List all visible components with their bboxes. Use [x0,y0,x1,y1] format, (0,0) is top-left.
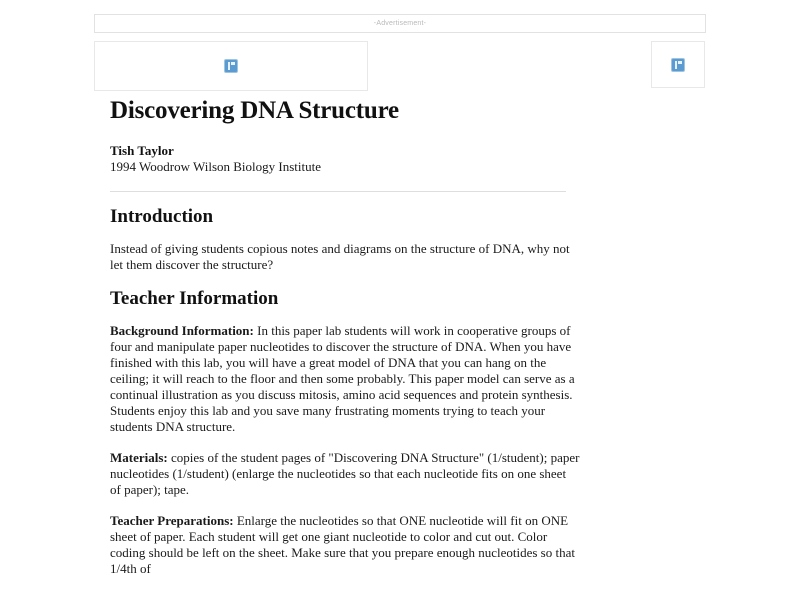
advertisement-box-left[interactable] [94,41,368,91]
paragraph-materials [110,450,580,498]
author-affiliation: 1994 Woodrow Wilson Biology Institute [110,159,322,175]
advertisement-box-right[interactable] [651,41,705,88]
paragraph-text: copies of the student pages of "Discovering DNA Structure" (1/student); paper nucleotides (1/student) (enlarge the nucleotides so that each nucleotide fits on one sheet of paper); tape. [110,449,580,497]
broken-image-icon [224,59,238,73]
paragraph-background-information [110,323,580,435]
advertisement-label: -Advertisement- [373,20,427,27]
paragraph-teacher-preparations [110,513,580,577]
section-heading-teacher-information: Teacher Information [110,287,279,309]
broken-image-icon [671,58,685,72]
paragraph-lead-label: Materials: [110,449,168,465]
paragraph-text: Enlarge the nucleotides so that ONE nucleotide will fit on ONE sheet of paper. Each student will get one giant nucleotide to color and cut out. Color coding should be left on the sheet. Make sure that you prepare enough nucleotides so that 1/4th of [110,512,575,576]
paragraph-text: In this paper lab students will work in cooperative groups of four and manipulate paper nucleotides to discover the structure of DNA. When you have finished with this lab, you will have a great model of DNA that you can hang on the ceiling; it will reach to the floor and then some probably. This paper model can serve as a continual illustration as you discuss mitosis, amino acid sequences and protein synthesis. Students enjoy this lab and you save many frustrating moments trying to teach your students DNA structure. [110,322,575,434]
author-name: Tish Taylor [110,143,174,158]
paragraph-lead-label: Background Information: [110,322,254,338]
article-content [110,97,580,592]
paragraph-text: Instead of giving students copious notes and diagrams on the structure of DNA, why not let them discover the structure? [110,240,570,272]
advertisement-leaderboard[interactable] [94,14,706,33]
page-title: Discovering DNA Structure [110,97,399,124]
divider [110,191,566,192]
section-heading-introduction: Introduction [110,206,214,228]
paragraph-introduction [110,241,580,273]
paragraph-lead-label: Teacher Preparations: [110,512,234,528]
